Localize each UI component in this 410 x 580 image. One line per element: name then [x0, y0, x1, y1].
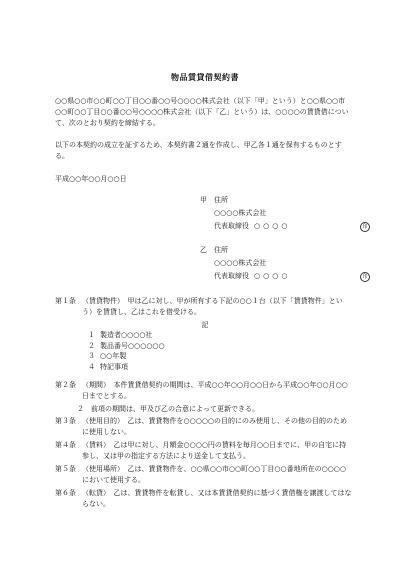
party-a-rep-label: 代表取締役 — [214, 222, 249, 231]
article-6-text: （転貸） 乙は、賃貸物件を転貸し、又は本賃貸借契約に基づく賃借権を譲渡してはならない。 — [82, 489, 352, 508]
item-list — [88, 330, 165, 372]
party-a-rep-name: ○○○○ — [254, 222, 291, 231]
party-b-seal-icon: 印 — [360, 272, 370, 282]
article-6-number: 第６条 — [55, 489, 76, 497]
article-4-number: 第４条 — [55, 441, 76, 449]
article-2-number: 第２条 — [55, 381, 76, 389]
party-a-role: 甲 — [200, 196, 207, 205]
article-1 — [55, 296, 352, 318]
list-item: ４ 特記事項 — [88, 362, 128, 371]
intro-paragraph: ○○県○○市○○町○○丁目○○番○○号○○○○株式会社（以下「甲」という）と○○県○○市○○町○○丁目○○番○○号○○○○株式会社（以下「乙」という）は、○○○○の賃貸借について、次のとおり契約を締結する。 — [55, 97, 349, 127]
article-4-text: （賃料） 乙は甲に対し、月額金○○○○円の賃料を毎月○○日までに、甲の自宅に持参し、又は甲の指定する方法により送金して支払う。 — [82, 441, 347, 460]
article-6 — [55, 488, 352, 510]
article-5-number: 第５条 — [55, 465, 76, 473]
article-2-text: （期間） 本件賃貸借契約の期間は、平成○○年○○月○○日から平成○○年○○月○○日までとする。 — [82, 381, 348, 400]
party-b-address-label: 住所 — [214, 246, 228, 255]
article-4 — [55, 440, 352, 462]
contract-date: 平成○○年○○月○○日 — [55, 175, 127, 183]
proof-paragraph: 以下の本契約の成立を証するため、本契約書２通を作成し、甲乙各１通を保有するものとする。 — [55, 141, 342, 160]
party-b-block — [200, 244, 370, 283]
article-1-text: （賃貸物件） 甲は乙に対し、甲が所有する下記の○○１台（以下「賃貸物件」という）を賃貸し、乙はこれを借受ける。 — [82, 297, 343, 316]
article-2-clause-2: ２ 前項の期間は、甲及び乙の合意によって更新できる。 — [77, 405, 259, 413]
article-1-number: 第１条 — [55, 297, 76, 305]
party-a-address-label: 住所 — [214, 196, 228, 205]
party-b-role: 乙 — [200, 246, 207, 255]
article-5-text: （使用場所） 乙は、賃貸物件を、○○県○○市○○町○○丁目○○番地所在の○○○○において使用する。 — [82, 465, 347, 484]
list-item: ３ ○○年製 — [88, 352, 127, 360]
party-b-rep-name: ○○○○ — [254, 272, 291, 281]
party-b-company: ○○○○株式会社 — [214, 259, 267, 268]
ki-heading: 記 — [201, 321, 209, 329]
party-a-seal-icon: 印 — [360, 222, 370, 232]
list-item: １ 製造者○○○○社 — [88, 331, 153, 339]
list-item: ２ 製品番号○○○○○○ — [88, 341, 165, 350]
article-2 — [55, 380, 352, 402]
article-5 — [55, 464, 352, 486]
party-a-block — [200, 194, 370, 233]
article-3-text: （使用目的） 乙は、賃貸物件を○○○○○の目的にのみ使用し、その他の目的のために使用しない。 — [82, 417, 348, 436]
document-title: 物品賃貸借契約書 — [171, 73, 239, 82]
party-a-company: ○○○○株式会社 — [214, 209, 267, 218]
article-3 — [55, 416, 352, 438]
party-b-rep-label: 代表取締役 — [214, 272, 249, 281]
article-3-number: 第３条 — [55, 417, 76, 425]
